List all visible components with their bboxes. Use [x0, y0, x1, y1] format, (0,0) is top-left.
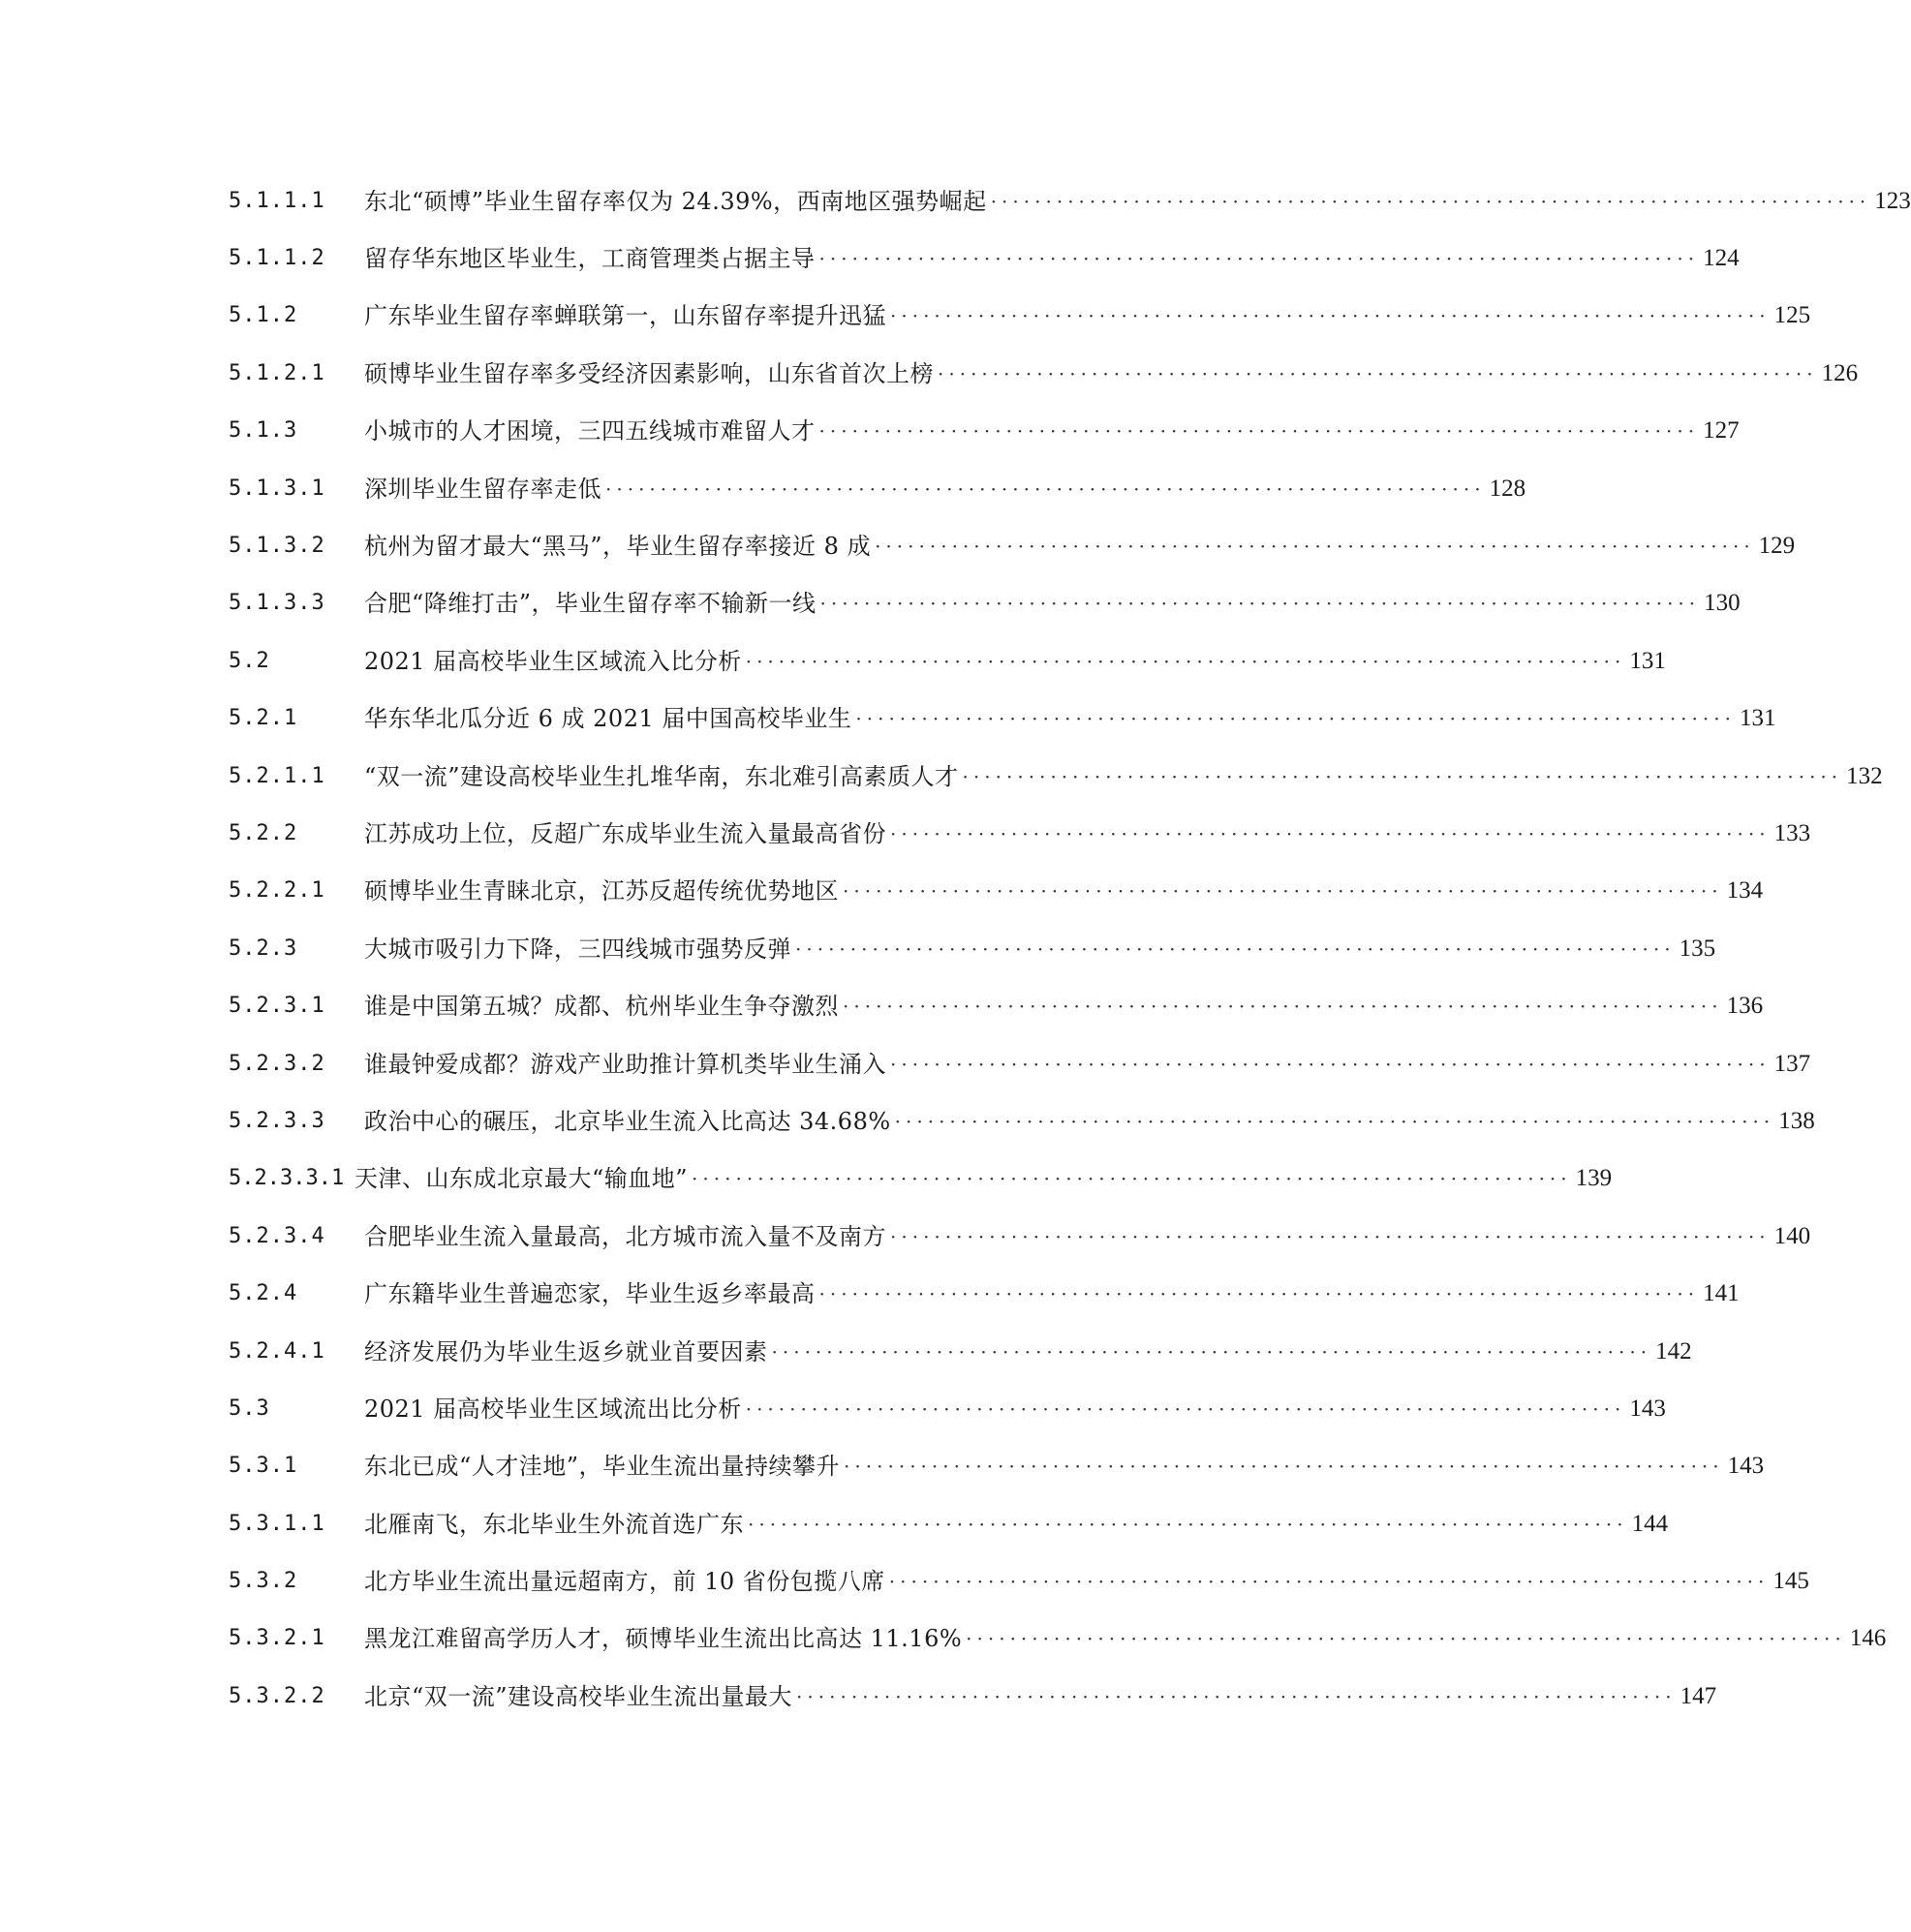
toc-dot-leader: ················································································	[692, 1167, 1572, 1191]
toc-entry[interactable]	[229, 1668, 1717, 1725]
toc-entry[interactable]	[229, 403, 1740, 460]
toc-entry-number: 5.1.2.1	[229, 360, 325, 385]
toc-entry[interactable]	[229, 172, 1911, 230]
toc-entry-title: 北方毕业生流出量远超南方，前 10 省份包揽八席	[364, 1568, 885, 1596]
toc-entry-page: 147	[1680, 1682, 1717, 1709]
toc-dot-leader: ················································································	[890, 821, 1771, 845]
toc-entry[interactable]	[229, 805, 1811, 862]
toc-entry[interactable]	[229, 690, 1776, 748]
toc-entry-title: 北雁南飞，东北毕业生外流首选广东	[364, 1510, 744, 1538]
toc-entry-page: 130	[1704, 590, 1741, 617]
toc-entry[interactable]	[229, 1495, 1669, 1552]
toc-entry-page: 144	[1631, 1510, 1669, 1537]
table-of-contents	[229, 172, 1911, 1726]
toc-dot-leader: ················································································	[818, 419, 1700, 444]
toc-entry-number: 5.3.1	[229, 1454, 298, 1479]
toc-entry-number: 5.1.3.2	[229, 534, 325, 559]
toc-entry[interactable]	[229, 230, 1740, 287]
toc-entry[interactable]	[229, 977, 1764, 1034]
toc-entry-title: 硕博毕业生青睐北京，江苏反超传统优势地区	[364, 877, 839, 905]
toc-dot-leader: ················································································	[855, 707, 1736, 731]
toc-entry-title: 杭州为留才最大“黑马”，毕业生留存率接近 8 成	[364, 533, 872, 561]
toc-dot-leader: ················································································	[796, 1684, 1677, 1708]
toc-entry-title: 东北已成“人才洼地”，毕业生流出量持续攀升	[364, 1453, 841, 1481]
toc-entry[interactable]	[229, 1610, 1887, 1668]
toc-dot-leader: ················································································	[605, 476, 1486, 501]
toc-entry-title: 黑龙江难留高学历人才，硕博毕业生流出比高达 11.16%	[364, 1625, 963, 1653]
toc-dot-leader: ················································································	[888, 1570, 1770, 1594]
toc-entry[interactable]	[229, 920, 1716, 977]
toc-entry-page: 129	[1758, 533, 1796, 560]
toc-entry-number: 5.2.4	[229, 1281, 298, 1306]
toc-dot-leader: ················································································	[843, 995, 1723, 1019]
toc-entry[interactable]	[229, 1323, 1692, 1380]
toc-dot-leader: ················································································	[819, 592, 1701, 616]
toc-dot-leader: ················································································	[890, 1052, 1771, 1076]
toc-entry-title: 华东华北瓜分近 6 成 2021 届中国高校毕业生	[364, 705, 852, 733]
toc-entry-number: 5.1.3.3	[229, 591, 325, 616]
toc-entry-page: 135	[1679, 935, 1716, 962]
toc-entry-title: 合肥毕业生流入量最高，北方城市流入量不及南方	[364, 1222, 886, 1250]
toc-entry-title: 广东毕业生留存率蝉联第一，山东留存率提升迅猛	[364, 302, 886, 330]
toc-entry[interactable]	[229, 288, 1811, 345]
toc-entry-page: 131	[1629, 647, 1666, 674]
toc-entry-title: 谁是中国第五城？成都、杭州毕业生争夺激烈	[364, 993, 839, 1021]
toc-dot-leader: ················································································	[748, 1512, 1628, 1536]
toc-entry-number: 5.1.1.1	[229, 188, 325, 213]
toc-dot-leader: ················································································	[966, 1627, 1846, 1651]
toc-entry-page: 134	[1726, 877, 1764, 905]
toc-entry-title: “双一流”建设高校毕业生扎堆华南，东北难引高素质人才	[364, 762, 959, 790]
toc-entry[interactable]	[229, 748, 1883, 805]
toc-dot-leader: ················································································	[844, 1455, 1724, 1479]
toc-dot-leader: ················································································	[771, 1339, 1652, 1364]
toc-dot-leader: ················································································	[938, 361, 1818, 385]
toc-entry-title: 2021 届高校毕业生区域流出比分析	[364, 1395, 742, 1423]
toc-entry-title: 大城市吸引力下降，三四线城市强势反弹	[364, 935, 791, 963]
toc-entry-page: 139	[1575, 1165, 1613, 1192]
toc-entry[interactable]	[229, 1265, 1740, 1322]
toc-entry-page: 127	[1703, 417, 1740, 445]
toc-entry-title: 2021 届高校毕业生区域流入比分析	[364, 647, 742, 675]
toc-dot-leader: ················································································	[894, 1109, 1775, 1133]
toc-dot-leader: ················································································	[745, 649, 1626, 673]
toc-entry[interactable]	[229, 1438, 1765, 1495]
toc-entry-page: 133	[1773, 819, 1811, 846]
toc-entry-number: 5.1.3.1	[229, 475, 325, 501]
toc-entry-number: 5.1.1.2	[229, 246, 325, 271]
toc-entry-title: 天津、山东成北京最大“输血地”	[354, 1165, 689, 1193]
toc-dot-leader: ················································································	[818, 1282, 1700, 1306]
toc-dot-leader: ················································································	[990, 189, 1871, 213]
toc-entry-number: 5.3.2.1	[229, 1626, 325, 1651]
toc-dot-leader: ················································································	[843, 879, 1723, 904]
toc-entry[interactable]	[229, 1552, 1809, 1610]
toc-entry-page: 137	[1773, 1050, 1811, 1077]
toc-entry-page: 132	[1846, 762, 1883, 789]
toc-entry-number: 5.1.2	[229, 303, 298, 328]
toc-entry-number: 5.2.3	[229, 935, 298, 961]
toc-entry[interactable]	[229, 1150, 1613, 1208]
toc-entry-title: 留存华东地区毕业生，工商管理类占据主导	[364, 245, 816, 273]
toc-entry-number: 5.3.1.1	[229, 1511, 325, 1536]
toc-entry[interactable]	[229, 575, 1741, 632]
toc-entry-page: 125	[1773, 302, 1811, 329]
toc-entry-page: 123	[1874, 187, 1911, 214]
toc-entry-title: 小城市的人才困境，三四五线城市难留人才	[364, 417, 816, 445]
toc-entry[interactable]	[229, 460, 1526, 517]
toc-entry-page: 146	[1849, 1625, 1887, 1652]
toc-entry-page: 140	[1773, 1222, 1811, 1249]
toc-entry[interactable]	[229, 863, 1764, 920]
toc-entry-number: 5.2.3.4	[229, 1223, 325, 1248]
toc-entry-number: 5.3.2	[229, 1569, 298, 1594]
toc-entry-page: 136	[1726, 993, 1764, 1020]
toc-entry-title: 北京“双一流”建设高校毕业生流出量最大	[364, 1682, 793, 1710]
toc-entry[interactable]	[229, 517, 1796, 574]
toc-entry-page: 145	[1772, 1568, 1809, 1595]
toc-dot-leader: ················································································	[962, 764, 1843, 788]
toc-dot-leader: ················································································	[875, 535, 1755, 559]
toc-entry[interactable]	[229, 1092, 1815, 1150]
toc-entry-number: 5.3	[229, 1395, 270, 1421]
toc-entry[interactable]	[229, 1208, 1811, 1265]
toc-entry-page: 131	[1739, 705, 1776, 732]
toc-entry[interactable]	[229, 345, 1859, 402]
toc-entry-number: 5.1.3	[229, 418, 298, 444]
toc-entry-title: 硕博毕业生留存率多受经济因素影响，山东省首次上榜	[364, 359, 934, 387]
toc-entry-page: 141	[1703, 1280, 1740, 1307]
toc-dot-leader: ················································································	[890, 1224, 1771, 1248]
toc-dot-leader: ················································································	[745, 1396, 1626, 1421]
toc-entry-title: 广东籍毕业生普遍恋家，毕业生返乡率最高	[364, 1280, 816, 1308]
toc-entry-page: 138	[1778, 1107, 1815, 1134]
toc-entry-title: 政治中心的碾压，北京毕业生流入比高达 34.68%	[364, 1107, 891, 1135]
toc-entry-number: 5.2.3.3	[229, 1108, 325, 1133]
toc-entry-title: 谁最钟爱成都？游戏产业助推计算机类毕业生涌入	[364, 1050, 886, 1078]
toc-entry-page: 126	[1821, 359, 1859, 386]
toc-entry[interactable]	[229, 1035, 1811, 1092]
toc-entry-number: 5.2.4.1	[229, 1338, 325, 1364]
toc-entry-number: 5.2.1.1	[229, 763, 325, 788]
toc-entry-number: 5.2.1	[229, 706, 298, 731]
toc-dot-leader: ················································································	[890, 304, 1771, 328]
toc-entry-title: 江苏成功上位，反超广东成毕业生流入量最高省份	[364, 819, 886, 847]
toc-entry-number: 5.2.3.1	[229, 994, 325, 1019]
toc-entry-number: 5.3.2.2	[229, 1683, 325, 1708]
toc-entry-number: 5.2.2.1	[229, 878, 325, 904]
toc-dot-leader: ················································································	[818, 247, 1700, 271]
toc-entry-page: 143	[1629, 1395, 1666, 1422]
toc-entry-page: 142	[1655, 1337, 1692, 1365]
toc-entry-title: 东北“硕博”毕业生留存率仅为 24.39%，西南地区强势崛起	[364, 187, 987, 215]
toc-entry-page: 128	[1489, 475, 1526, 502]
toc-dot-leader: ················································································	[795, 936, 1676, 961]
toc-entry-number: 5.2.2	[229, 820, 298, 845]
toc-entry[interactable]	[229, 632, 1666, 690]
toc-entry-number: 5.2.3.3.1	[229, 1166, 345, 1191]
toc-entry-title: 合肥“降维打击”，毕业生留存率不输新一线	[364, 590, 817, 618]
toc-entry-number: 5.2	[229, 648, 270, 673]
toc-entry-page: 143	[1727, 1453, 1765, 1480]
toc-entry-title: 深圳毕业生留存率走低	[364, 475, 601, 503]
toc-entry-number: 5.2.3.2	[229, 1051, 325, 1076]
toc-entry-page: 124	[1703, 245, 1740, 272]
toc-entry[interactable]	[229, 1380, 1666, 1437]
toc-entry-title: 经济发展仍为毕业生返乡就业首要因素	[364, 1337, 768, 1365]
